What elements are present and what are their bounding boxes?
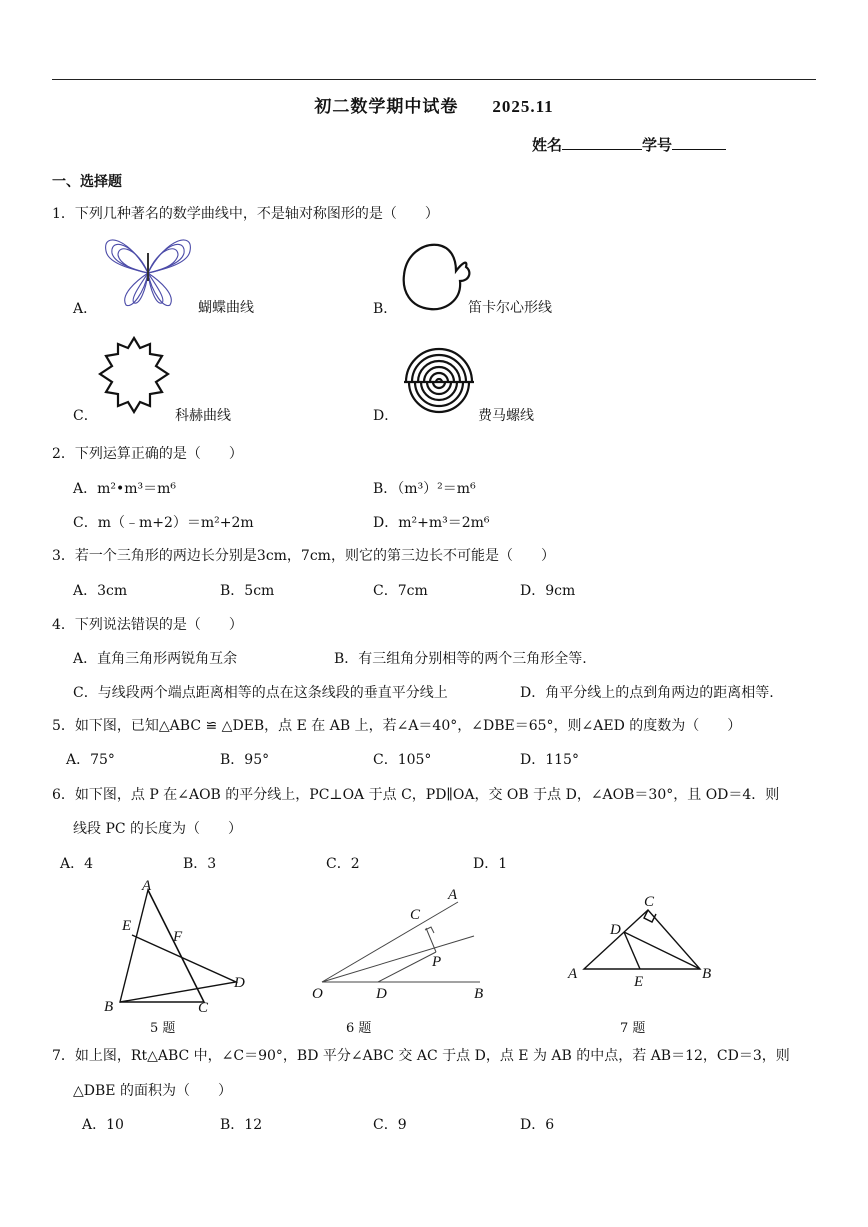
- id-label: 学号: [642, 136, 673, 154]
- q7-option-b[interactable]: B．12: [220, 1117, 263, 1133]
- fig5-label-b: B: [104, 999, 114, 1015]
- q4-stem: 4．下列说法错误的是（ ）: [52, 617, 243, 633]
- q1-option-d-name: 费马螺线: [478, 408, 534, 424]
- q7-option-c[interactable]: C．9: [373, 1117, 407, 1133]
- fig6-label-d: D: [376, 986, 387, 1002]
- koch-curve-figure: [98, 336, 170, 418]
- section-heading: 一、选择题: [52, 174, 122, 190]
- q3-option-a[interactable]: A．3cm: [73, 583, 128, 599]
- q5-stem: 5．如下图，已知△ABC ≌ △DEB，点 E 在 AB 上，若∠A＝40°，∠DBE＝65°，则∠AED 的度数为（ ）: [52, 718, 742, 734]
- q2-stem: 2．下列运算正确的是（ ）: [52, 446, 243, 462]
- fig5-label-e: E: [122, 918, 132, 934]
- cardioid-figure: [400, 241, 470, 317]
- q7-stem-line2: △DBE 的面积为（ ）: [73, 1083, 232, 1099]
- fig6-label-a: A: [448, 887, 458, 903]
- q1-stem: 1．下列几种著名的数学曲线中，不是轴对称图形的是（ ）: [52, 206, 439, 222]
- q6-stem-line1: 6．如下图，点 P 在∠AOB 的平分线上，PC⊥OA 于点 C，PD∥OA，交 OB 于点 D，∠AOB＝30°，且 OD＝4．则: [52, 787, 780, 803]
- fig7-label-b: B: [702, 966, 712, 982]
- q1-option-b-letter[interactable]: B．: [373, 301, 398, 317]
- fig6-label-c: C: [410, 907, 421, 923]
- q5-option-c[interactable]: C．105°: [373, 752, 432, 768]
- q3-option-d[interactable]: D．9cm: [520, 583, 576, 599]
- title-year: 2025.11: [492, 97, 554, 116]
- q6-option-b[interactable]: B．3: [183, 856, 217, 872]
- q1-option-a-name: 蝴蝶曲线: [198, 300, 254, 316]
- q2-option-c[interactable]: C．m（﹣m+2）＝m²+2m: [73, 515, 254, 531]
- fig6-label-b: B: [474, 986, 484, 1002]
- q7-option-d[interactable]: D．6: [520, 1117, 555, 1133]
- q4-option-a[interactable]: A．直角三角形两锐角互余: [73, 651, 238, 667]
- q4-option-c[interactable]: C．与线段两个端点距离相等的点在这条线段的垂直平分线上: [73, 685, 448, 701]
- figure-6: [308, 880, 498, 1014]
- fig5-label-f: F: [173, 929, 183, 945]
- butterfly-curve-figure: [100, 233, 196, 313]
- q1-option-d-letter[interactable]: D．: [373, 408, 399, 424]
- fermat-spiral-figure: [402, 346, 476, 422]
- fig7-label-a: A: [568, 966, 578, 982]
- header-rule: [52, 79, 816, 80]
- q6-stem-line2: 线段 PC 的长度为（ ）: [73, 821, 243, 837]
- q6-option-c[interactable]: C．2: [326, 856, 360, 872]
- q1-option-a-letter[interactable]: A．: [73, 301, 98, 317]
- q4-option-d[interactable]: D．角平分线上的点到角两边的距离相等.: [520, 685, 774, 701]
- q5-option-a[interactable]: A．75°: [66, 752, 115, 768]
- title-text: 初二数学期中试卷: [314, 97, 459, 117]
- figure-5: [100, 878, 260, 1022]
- fig7-label-c: C: [644, 894, 655, 910]
- figure-5-caption: 5 题: [150, 1021, 176, 1036]
- figure-6-caption: 6 题: [346, 1021, 372, 1036]
- name-blank[interactable]: [562, 135, 642, 150]
- fig5-label-c: C: [198, 1000, 209, 1016]
- id-blank[interactable]: [672, 135, 726, 150]
- q2-option-a[interactable]: A．m²•m³＝m⁶: [73, 481, 177, 497]
- q5-option-d[interactable]: D．115°: [520, 752, 579, 768]
- figure-7-caption: 7 题: [620, 1021, 646, 1036]
- q2-option-b[interactable]: B．（m³）²＝m⁶: [373, 481, 476, 497]
- q3-option-c[interactable]: C．7cm: [373, 583, 428, 599]
- page-title: [0, 92, 868, 117]
- q3-option-b[interactable]: B．5cm: [220, 583, 275, 599]
- fig5-label-d: D: [234, 975, 245, 991]
- fig5-label-a: A: [142, 878, 152, 894]
- name-label: 姓名: [532, 136, 563, 154]
- q3-stem: 3．若一个三角形的两边长分别是3cm，7cm，则它的第三边长不可能是（ ）: [52, 548, 555, 564]
- q4-option-b[interactable]: B．有三组角分别相等的两个三角形全等.: [334, 651, 587, 667]
- q6-option-d[interactable]: D．1: [473, 856, 508, 872]
- q1-option-c-letter[interactable]: C．: [73, 408, 98, 424]
- q5-option-b[interactable]: B．95°: [220, 752, 270, 768]
- q7-option-a[interactable]: A．10: [82, 1117, 124, 1133]
- fig7-label-d: D: [610, 922, 621, 938]
- q6-option-a[interactable]: A．4: [60, 856, 94, 872]
- name-id-line: [532, 134, 726, 155]
- fig6-label-p: P: [432, 954, 442, 970]
- fig6-label-o: O: [312, 986, 323, 1002]
- q2-option-d[interactable]: D．m²+m³＝2m⁶: [373, 515, 490, 531]
- q1-option-b-name: 笛卡尔心形线: [468, 300, 552, 316]
- figure-7: [562, 890, 722, 994]
- q7-stem-line1: 7．如上图，Rt△ABC 中，∠C＝90°，BD 平分∠ABC 交 AC 于点 D，点 E 为 AB 的中点，若 AB＝12，CD＝3，则: [52, 1048, 790, 1064]
- fig7-label-e: E: [634, 974, 644, 990]
- q1-option-c-name: 科赫曲线: [175, 408, 231, 424]
